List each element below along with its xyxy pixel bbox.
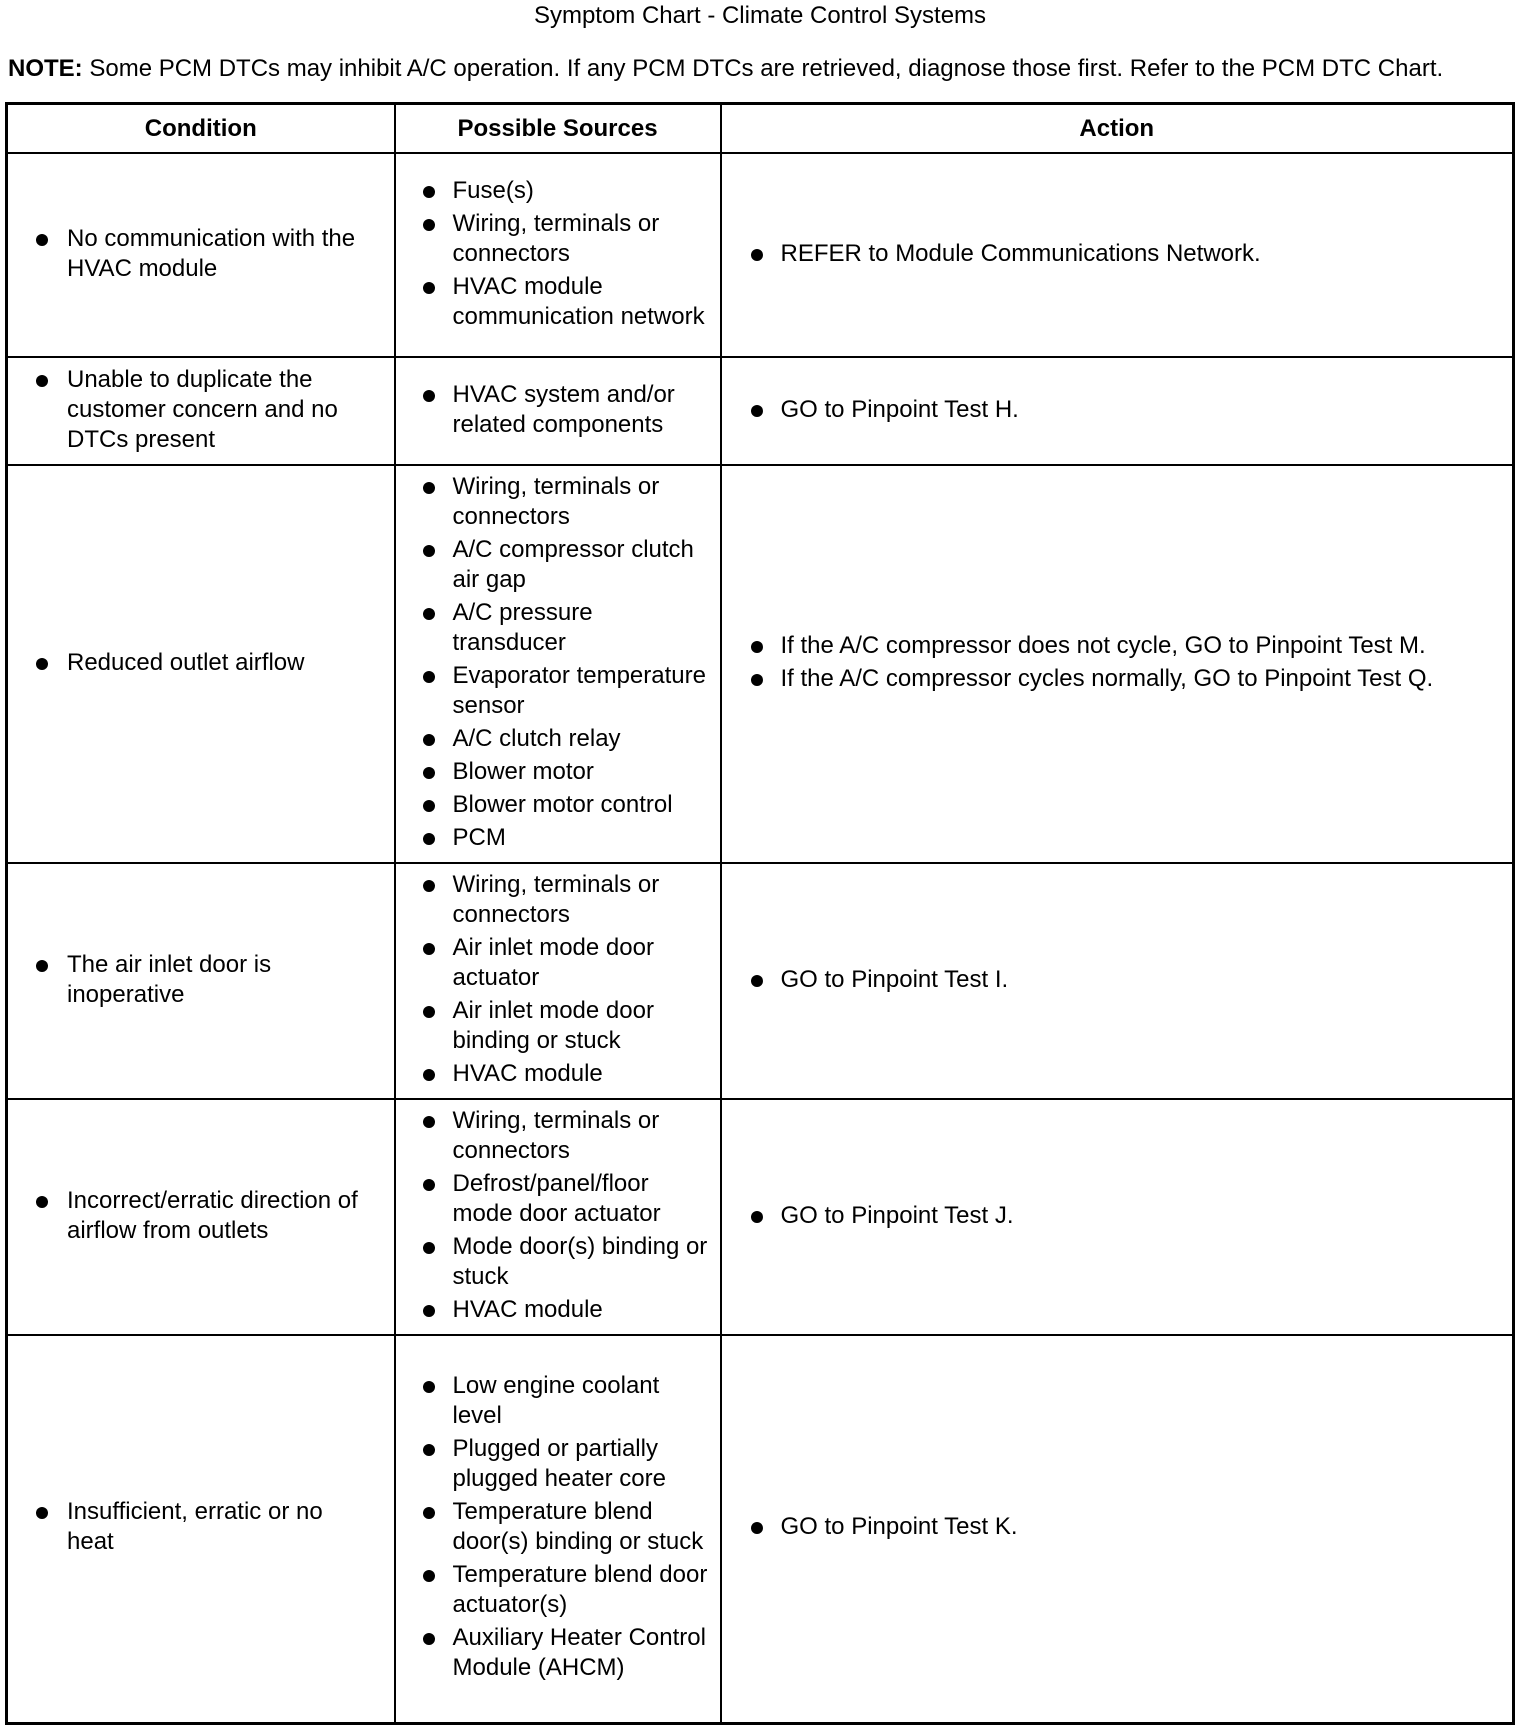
action-item: GO to Pinpoint Test H. xyxy=(781,395,1503,425)
note-label: NOTE: xyxy=(8,55,83,82)
action-cell xyxy=(721,357,1514,465)
action-item: If the A/C compressor cycles normally, GO to Pinpoint Test Q. xyxy=(781,664,1503,694)
condition-text: Insufficient, erratic or no heat xyxy=(67,1497,376,1557)
note xyxy=(8,55,1518,83)
action-item: REFER to Module Communications Network. xyxy=(781,239,1503,269)
note-text: Some PCM DTCs may inhibit A/C operation. If any PCM DTCs are retrieved, diagnose those first. Refer to the PCM DTC Chart. xyxy=(82,55,1444,82)
condition-cell xyxy=(7,1099,395,1335)
condition-cell xyxy=(7,465,395,863)
symptom-chart-table xyxy=(5,102,1515,1725)
source-item: HVAC system and/or related components xyxy=(453,380,710,440)
action-item: GO to Pinpoint Test I. xyxy=(781,965,1503,995)
sources-cell xyxy=(395,357,721,465)
action-cell xyxy=(721,465,1514,863)
action-item: GO to Pinpoint Test J. xyxy=(781,1201,1503,1231)
source-item: HVAC module xyxy=(453,1059,710,1089)
action-cell xyxy=(721,1099,1514,1335)
condition-text: No communication with the HVAC module xyxy=(67,224,376,284)
source-item: Plugged or partially plugged heater core xyxy=(453,1434,710,1494)
source-item: PCM xyxy=(453,823,710,853)
condition-cell xyxy=(7,863,395,1099)
action-cell xyxy=(721,153,1514,357)
sources-cell xyxy=(395,153,721,357)
source-item: Air inlet mode door binding or stuck xyxy=(453,996,710,1056)
condition-text: Incorrect/erratic direction of airflow from outlets xyxy=(67,1186,376,1246)
table-row xyxy=(7,1335,1514,1723)
source-item: Wiring, terminals or connectors xyxy=(453,1106,710,1166)
header-possible-sources: Possible Sources xyxy=(395,104,721,154)
page-title: Symptom Chart - Climate Control Systems xyxy=(533,2,987,29)
table-row xyxy=(7,1099,1514,1335)
source-item: Temperature blend door(s) binding or stuck xyxy=(453,1497,710,1557)
source-item: Temperature blend door actuator(s) xyxy=(453,1560,710,1620)
condition-text: Reduced outlet airflow xyxy=(67,648,376,678)
table-row xyxy=(7,357,1514,465)
sources-cell xyxy=(395,1099,721,1335)
condition-cell xyxy=(7,357,395,465)
source-item: Auxiliary Heater Control Module (AHCM) xyxy=(453,1623,710,1683)
table-row xyxy=(7,465,1514,863)
source-item: Blower motor control xyxy=(453,790,710,820)
header-condition: Condition xyxy=(7,104,395,154)
source-item: HVAC module communication network xyxy=(453,272,710,332)
sources-cell xyxy=(395,1335,721,1723)
action-item: If the A/C compressor does not cycle, GO to Pinpoint Test M. xyxy=(781,631,1503,661)
source-item: A/C compressor clutch air gap xyxy=(453,535,710,595)
source-item: Wiring, terminals or connectors xyxy=(453,209,710,269)
source-item: Evaporator temperature sensor xyxy=(453,661,710,721)
source-item: Low engine coolant level xyxy=(453,1371,710,1431)
source-item: Air inlet mode door actuator xyxy=(453,933,710,993)
header-action: Action xyxy=(721,104,1514,154)
sources-cell xyxy=(395,465,721,863)
condition-cell xyxy=(7,153,395,357)
source-item: Fuse(s) xyxy=(453,176,710,206)
source-item: HVAC module xyxy=(453,1295,710,1325)
source-item: A/C clutch relay xyxy=(453,724,710,754)
action-cell xyxy=(721,1335,1514,1723)
header-row xyxy=(7,104,1514,154)
source-item: A/C pressure transducer xyxy=(453,598,710,658)
source-item: Wiring, terminals or connectors xyxy=(453,472,710,532)
source-item: Defrost/panel/floor mode door actuator xyxy=(453,1169,710,1229)
table-row xyxy=(7,863,1514,1099)
action-cell xyxy=(721,863,1514,1099)
action-item: GO to Pinpoint Test K. xyxy=(781,1512,1503,1542)
condition-text: Unable to duplicate the customer concern and no DTCs present xyxy=(67,365,376,455)
condition-text: The air inlet door is inoperative xyxy=(67,950,376,1010)
source-item: Wiring, terminals or connectors xyxy=(453,870,710,930)
condition-cell xyxy=(7,1335,395,1723)
sources-cell xyxy=(395,863,721,1099)
table-row xyxy=(7,153,1514,357)
source-item: Blower motor xyxy=(453,757,710,787)
source-item: Mode door(s) binding or stuck xyxy=(453,1232,710,1292)
